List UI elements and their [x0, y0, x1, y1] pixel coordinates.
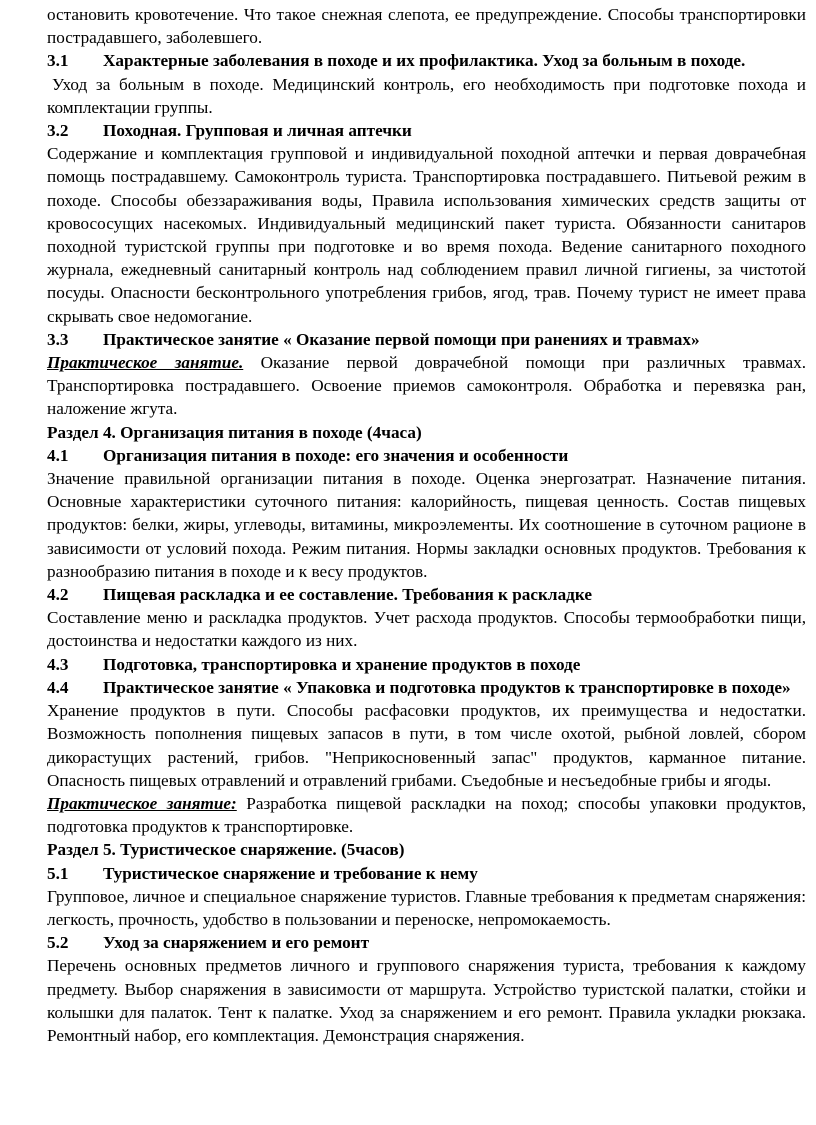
section-title: Подготовка, транспортировка и хранение продуктов в походе [103, 654, 581, 674]
paragraph-5-1: Групповое, личное и специальное снаряжение туристов. Главные требования к предметам снаряжения: легкость, прочность, удобство в пользовании и переноске, непромокаемость. [47, 886, 806, 929]
paragraph-5-2: Перечень основных предметов личного и группового снаряжения туриста, требования к каждому предмету. Выбор снаряжения в зависимости от маршрута. Устройство туристской палатки, стойки и колышки для палаток. Тент к палатке. Уход за снаряжением и его ремонт. Правила укладки рюкзака. Ремонтный набор, его комплектация. Демонстрация снаряжения. [47, 956, 806, 1045]
section-heading-3-3 [47, 328, 806, 351]
section-heading-3-2 [47, 119, 806, 142]
section-number: 3.1 [47, 51, 69, 71]
paragraph-3-2: Содержание и комплектация групповой и индивидуальной походной аптечки и первая доврачебная помощь пострадавшему. Самоконтроль туриста. Транспортировка пострадавшего. Питьевой режим в походе. Способы обеззараживания воды, Правила использования химических средств защиты от кровососущих насекомых. Индивидуальный медицинский пакет туриста. Обязанности санитаров походной туристской группы при подготовке и во время похода. Ведение санитарного походного журнала, ежедневный санитарный контроль над соблюдением правил личной гигиены, за чистотой посуды. Опасности бесконтрольного употребления грибов, ягод, трав. Почему турист не имеет права скрывать свое недомогание. [47, 144, 806, 326]
paragraph-4-2: Составление меню и раскладка продуктов. Учет расхода продуктов. Способы термообработки пищи, достоинства и недостатки каждого из них. [47, 608, 806, 651]
section-title: Практическое занятие « Оказание первой помощи при ранениях и травмах» [103, 329, 700, 349]
practical-label: Практическое занятие. [47, 353, 244, 373]
practical-label: Практическое занятие: [47, 793, 237, 813]
section-number: 4.2 [47, 585, 69, 605]
section-heading-4-4 [47, 676, 806, 699]
paragraph-4-1: Значение правильной организации питания в походе. Оценка энергозатрат. Назначение питания. Основные характеристики суточного питания: калорийность, пищевая ценность. Состав пищевых продуктов: белки, жиры, углеводы, витамины, микроэлементы. Их соотношение в суточном рационе в зависимости от условий похода. Режим питания. Нормы закладки основных продуктов. Требования к разнообразию питания в походе и к весу продуктов. [47, 469, 806, 581]
section-heading-3-1 [47, 49, 806, 72]
section-heading-4-2 [47, 583, 806, 606]
section-title: Организация питания в походе: его значения и особенности [103, 445, 569, 465]
section-number: 5.1 [47, 863, 69, 883]
section-heading-4-1 [47, 444, 806, 467]
section-number: 3.2 [47, 121, 69, 141]
section-number: 3.3 [47, 329, 69, 349]
paragraph-text: Оказание первой доврачебной помощи при различных травмах. Транспортировка пострадавшего. Освоение приемов самоконтроля. Обработка и перевязка ран, наложение жгута. [47, 353, 806, 419]
section-heading-4-3 [47, 653, 806, 676]
section-number: 4.4 [47, 677, 69, 697]
section-heading-5-1 [47, 862, 806, 885]
section-title: Пищевая раскладка и ее составление. Требования к раскладке [103, 585, 592, 605]
paragraph-continued: остановить кровотечение. Что такое снежная слепота, ее предупреждение. Способы транспортировки пострадавшего, заболевшего. [47, 5, 806, 48]
section-title: Походная. Групповая и личная аптечки [103, 121, 412, 141]
section-number: 4.1 [47, 445, 69, 465]
section-title: Характерные заболевания в походе и их профилактика. Уход за больным в походе. [103, 51, 746, 71]
paragraph-3-3 [47, 351, 806, 421]
section-number: 4.3 [47, 654, 69, 674]
paragraph-3-1: Уход за больным в походе. Медицинский контроль, его необходимость при подготовке похода и комплектации группы. [47, 74, 806, 117]
section-number: 5.2 [47, 933, 69, 953]
chapter-heading-4: Раздел 4. Организация питания в походе (4часа) [47, 422, 422, 442]
paragraph-text: Разработка пищевой раскладки на поход; способы упаковки продуктов, подготовка продуктов к транспортировке. [47, 793, 806, 837]
section-heading-5-2 [47, 931, 806, 954]
paragraph-4-4-practical [47, 792, 806, 838]
section-title: Практическое занятие « Упаковка и подготовка продуктов к транспортировке в походе» [103, 677, 791, 697]
section-title: Уход за снаряжением и его ремонт [103, 933, 370, 953]
section-title: Туристическое снаряжение и требование к нему [103, 863, 478, 883]
chapter-heading-5: Раздел 5. Туристическое снаряжение. (5часов) [47, 840, 405, 860]
paragraph-4-4: Хранение продуктов в пути. Способы расфасовки продуктов, их преимущества и недостатки. Возможность пополнения пищевых запасов в пути, в том числе охотой, рыбной ловлей, сбором дикорастущих растений, грибов. "Неприкосновенный запас" продуктов, карманное питание. Опасность пищевых отравлений и отравлений грибами. Съедобные и несъедобные грибы и ягоды. [47, 701, 806, 790]
